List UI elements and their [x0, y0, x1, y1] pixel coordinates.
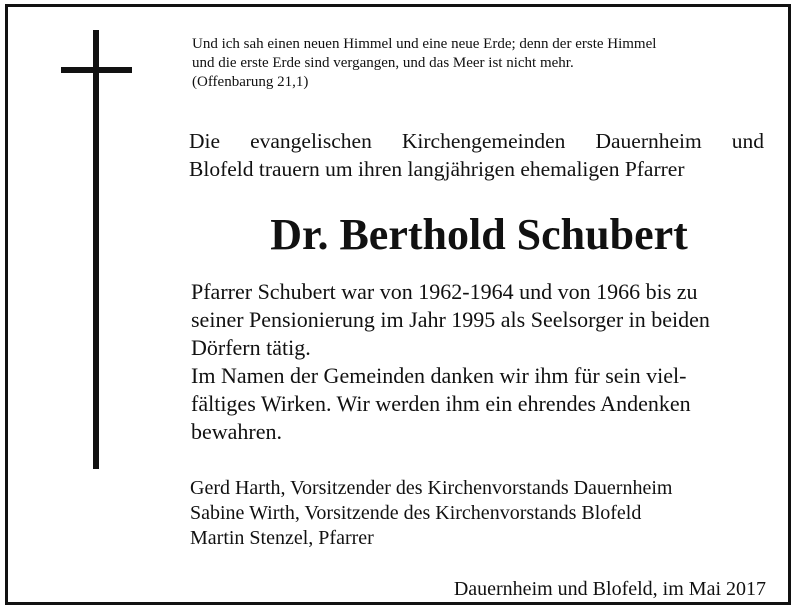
signers-list	[190, 476, 760, 551]
tribute-line: fältiges Wirken. Wir werden ihm ein ehrendes Andenken	[191, 391, 691, 416]
cross-vertical-bar	[93, 30, 99, 469]
cross-horizontal-bar	[61, 67, 132, 73]
quote-line: Und ich sah einen neuen Himmel und eine neue Erde; denn der erste Himmel	[192, 36, 657, 52]
tribute-text	[191, 278, 761, 446]
deceased-name: Dr. Berthold Schubert	[270, 210, 688, 259]
quote-reference: (Offenbarung 21,1)	[192, 74, 309, 90]
announcement-line: Blofeld trauern um ihren langjährigen ehemaligen Pfarrer	[189, 157, 685, 181]
tribute-line: Pfarrer Schubert war von 1962-1964 und von 1966 bis zu	[191, 279, 698, 304]
mourning-announcement	[189, 127, 764, 183]
bible-quote	[192, 35, 772, 92]
announcement-line: Die evangelischen Kirchengemeinden Dauernheim und	[189, 129, 764, 153]
tribute-line: Dörfern tätig.	[191, 335, 311, 360]
tribute-line: Im Namen der Gemeinden danken wir ihm für sein viel-	[191, 363, 687, 388]
signer: Martin Stenzel, Pfarrer	[190, 527, 374, 549]
quote-line: und die erste Erde sind vergangen, und das Meer ist nicht mehr.	[192, 55, 574, 71]
signer: Gerd Harth, Vorsitzender des Kirchenvorstands Dauernheim	[190, 477, 673, 499]
place-and-date: Dauernheim und Blofeld, im Mai 2017	[453, 578, 766, 600]
signer: Sabine Wirth, Vorsitzende des Kirchenvorstands Blofeld	[190, 502, 642, 524]
tribute-line: bewahren.	[191, 419, 283, 444]
tribute-line: seiner Pensionierung im Jahr 1995 als Seelsorger in beiden	[191, 307, 710, 332]
